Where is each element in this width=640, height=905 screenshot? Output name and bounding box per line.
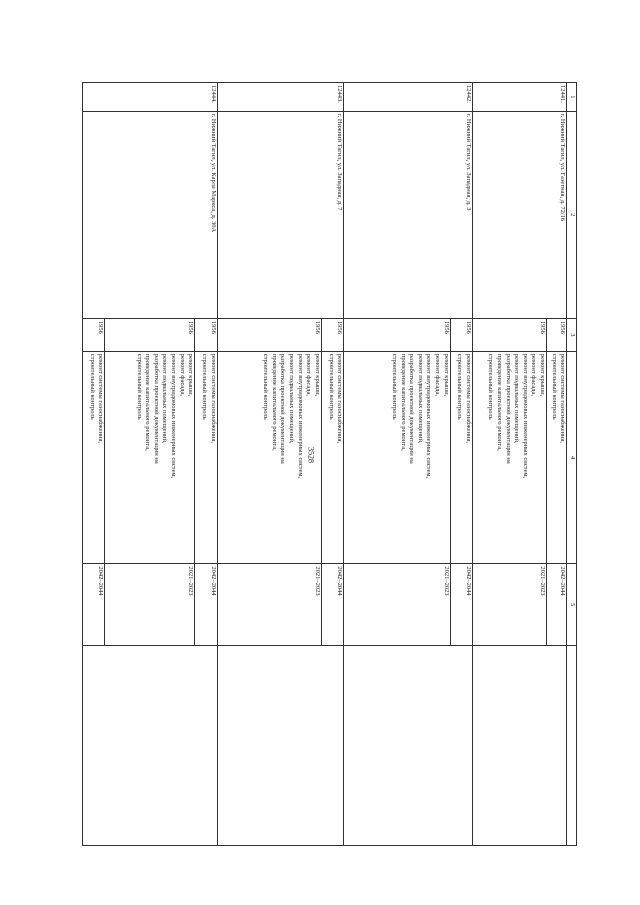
header-row xyxy=(567,83,577,846)
column-header: 1 xyxy=(567,83,577,112)
period-cell: 2021–2023 xyxy=(105,564,195,646)
column-header: 5 xyxy=(567,564,577,646)
period-cell: 2021–2023 xyxy=(344,564,450,646)
address-cell: г. Нижний Тагил, ул. Западная, д. 3 xyxy=(344,111,473,318)
empty-cell xyxy=(344,646,473,846)
year-cell: 1956 xyxy=(321,318,343,351)
row-number: 12443. xyxy=(217,83,344,112)
period-cell: 2042–2044 xyxy=(195,564,217,646)
period-cell: 2021–2023 xyxy=(473,564,547,646)
works-cell: ремонт крыши, ремонт фасада, ремонт внутридомовых инженерных систем, ремонт подвальных помещений, разработка проектной документации на проведение капитального ремонта, строительный контроль xyxy=(344,351,450,564)
works-cell: ремонт системы газоснабжения, строительный контроль xyxy=(450,351,472,564)
works-cell: ремонт системы газоснабжения, строительный контроль xyxy=(83,351,105,564)
table-frame xyxy=(82,82,577,846)
period-cell: 2042–2044 xyxy=(547,564,567,646)
address-cell: г. Нижний Тагил, ул. Западная, д. 7 xyxy=(217,111,344,318)
address-cell: г. Нижний Тагил, ул. Карла Маркса, д. 30А xyxy=(83,111,218,318)
column-header: 3 xyxy=(567,318,577,351)
year-cell: 1956 xyxy=(217,318,321,351)
empty-cell xyxy=(83,646,218,846)
year-cell: 1956 xyxy=(105,318,195,351)
period-cell: 2042–2044 xyxy=(321,564,343,646)
empty-cell xyxy=(217,646,344,846)
works-cell: ремонт системы газоснабжения, строительный контроль xyxy=(547,351,567,564)
column-header: 4 xyxy=(567,351,577,564)
works-cell: ремонт крыши, ремонт фасада, ремонт внутридомовых инженерных систем, ремонт подвальных помещений, разработка проектной документации на проведение капитального ремонта, строительный контроль xyxy=(217,351,321,564)
row-number: 12444. xyxy=(83,83,218,112)
empty-cell xyxy=(473,646,567,846)
period-cell: 2021–2023 xyxy=(217,564,321,646)
address-cell: г. Нижний Тагил, ул. Газетная, д. 72/16 xyxy=(473,111,567,318)
year-cell: 1956 xyxy=(195,318,217,351)
column-spacer xyxy=(567,646,577,846)
year-cell: 1956 xyxy=(450,318,472,351)
period-cell: 2042–2044 xyxy=(83,564,105,646)
row-number: 12442. xyxy=(344,83,473,112)
year-cell: 1956 xyxy=(547,318,567,351)
page-number: 3528 xyxy=(306,447,316,463)
repair-schedule-table-wrapper xyxy=(82,82,577,846)
repair-schedule-table xyxy=(82,82,577,846)
table-row xyxy=(547,83,567,846)
works-cell: ремонт системы газоснабжения, строительный контроль xyxy=(195,351,217,564)
table-row xyxy=(195,83,217,846)
row-number: 12441. xyxy=(473,83,567,112)
table-row xyxy=(321,83,343,846)
works-cell: ремонт крыши, ремонт фасада, ремонт внутридомовых инженерных систем, ремонт подвальных помещений, разработка проектной документации на проведение капитального ремонта, строительный контроль xyxy=(473,351,547,564)
column-header: 2 xyxy=(567,111,577,318)
year-cell: 1956 xyxy=(83,318,105,351)
year-cell: 1956 xyxy=(344,318,450,351)
period-cell: 2042–2044 xyxy=(450,564,472,646)
works-cell: ремонт крыши, ремонт фасада, ремонт внутридомовых инженерных систем, ремонт подвальных помещений, разработка проектной документации на проведение капитального ремонта, строительный контроль xyxy=(105,351,195,564)
year-cell: 1956 xyxy=(473,318,547,351)
works-cell: ремонт системы газоснабжения, строительный контроль xyxy=(321,351,343,564)
table-row xyxy=(450,83,472,846)
